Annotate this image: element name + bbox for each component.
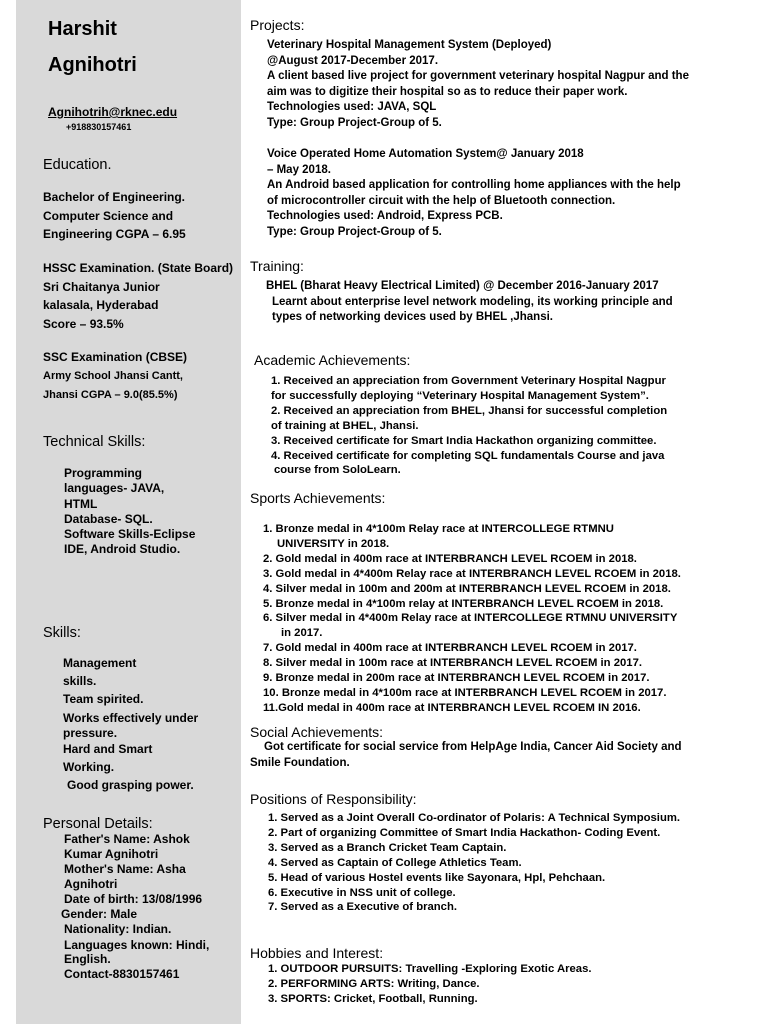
positions-heading: Positions of Responsibility: — [250, 791, 417, 807]
education-heading: Education. — [43, 157, 112, 173]
phone-number: +918830157461 — [66, 122, 132, 132]
sports-list: 1. Bronze medal in 4*100m Relay race at INTERCOLLEGE RTMNU UNIVERSITY in 2018. 2. Gold medal in 400m race at INTERBRANCH LEVEL RCOEM in 2018. 3. Gold medal in 4*400m Relay race at INTERBRANCH LEVEL RCOEM in 2018. 4. Silver medal in 100m and 200m at INTERBRANCH LEVEL RCOEM in 2018. 5. Bronze medal in 4*100m relay at INTERBRANCH LEVEL RCOEM in 2018. 6. Silver medal in 4*400m Relay race at INTERCOLLEGE RTMNU UNIVERSITY in 2017. 7. Gold medal in 400m race at INTERBRANCH LEVEL RCOEM in 2017. 8. Silver medal in 100m race at INTERBRANCH LEVEL RCOEM in 2017. 9. Bronze medal in 200m race at INTERBRANCH LEVEL RCOEM in 2017. 10. Bronze medal in 4*100m race at INTERBRANCH LEVEL RCOEM in 2017. 11.Gold medal in 400m race at INTERBRANCH LEVEL RCOEM IN 2016. — [263, 523, 681, 714]
project-1: Veterinary Hospital Management System (Deployed) @August 2017-December 2017. A client based live project for government veterinary hospital Nagpur and the aim was to digitize their hospital so as to reduce their paper work. Technologies used: JAVA, SQL Type: Group Project-Group of 5. — [267, 39, 689, 129]
personal-heading: Personal Details: — [43, 816, 153, 832]
education-be: Bachelor of Engineering. Computer Science and Engineering CGPA – 6.95 — [43, 190, 186, 241]
hobbies-list: 1. OUTDOOR PURSUITS: Travelling -Exploring Exotic Areas. 2. PERFORMING ARTS: Writing, Dance. 3. SPORTS: Cricket, Football, Running. — [268, 963, 592, 1005]
academic-list: 1. Received an appreciation from Government Veterinary Hospital Nagpur for successfully deploying “Veterinary Hospital Management System”. 2. Received an appreciation from BHEL, Jhansi for successful completion of training at BHEL, Jhansi. 3. Received certificate for Smart India Hackathon organizing committee. 4. Received certificate for completing SQL fundamentals Course and java course from SoloLearn. — [271, 375, 668, 477]
education-hssc: HSSC Examination. (State Board) Sri Chaitanya Junior kalasala, Hyderabad Score – 93.5% — [43, 261, 234, 331]
name-first: Harshit — [48, 18, 117, 40]
email-link[interactable]: Agnihotrih@rknec.edu — [48, 105, 178, 119]
sports-heading: Sports Achievements: — [250, 490, 386, 506]
name-last: Agnihotri — [48, 54, 137, 76]
project-2: Voice Operated Home Automation System@ January 2018 – May 2018. An Android based application for controlling home appliances with the help of microcontroller circuit with the help of Bluetooth connection. Technologies used: Android, Express PCB. Type: Group Project-Group of 5. — [267, 148, 681, 238]
hobbies-heading: Hobbies and Interest: — [250, 945, 384, 961]
social-heading: Social Achievements: — [250, 724, 384, 740]
projects-heading: Projects: — [250, 17, 305, 33]
positions-list: 1. Served as a Joint Overall Co-ordinator of Polaris: A Technical Symposium. 2. Part of organizing Committee of Smart India Hackathon- Coding Event. 3. Served as a Branch Cricket Team Captain. 4. Served as Captain of College Athletics Team. 5. Head of various Hostel events like Sayonara, Hpl, Pehchaan. 6. Executive in NSS unit of college. 7. Served as a Executive of branch. — [268, 812, 681, 914]
social-text: Got certificate for social service from HelpAge India, Cancer Aid Society and Smile Foundation. — [250, 741, 682, 769]
technical-skills-heading: Technical Skills: — [43, 434, 146, 450]
academic-heading: Academic Achievements: — [254, 352, 411, 368]
education-ssc-title: SSC Examination (CBSE) — [43, 350, 188, 364]
technical-skills-list: Programming languages- JAVA, HTML Database- SQL. Software Skills-Eclipse IDE, Android Studio. — [64, 466, 196, 557]
skills-heading: Skills: — [43, 625, 81, 641]
training-heading: Training: — [250, 258, 304, 274]
skills-list: Management skills. Team spirited. Works effectively under pressure. Hard and Smart Working. Good grasping power. — [63, 656, 199, 792]
training-text: BHEL (Bharat Heavy Electrical Limited) @ December 2016-January 2017 Learnt about enterprise level network modeling, its working principle and types of networking devices used by BHEL ,Jhansi. — [266, 280, 673, 324]
personal-details-list: Father's Name: Ashok Kumar Agnihotri Mother's Name: Asha Agnihotri Date of birth: 13/08/1996 Gender: Male Nationality: Indian. Languages known: Hindi, English. Contact-8830157461 — [61, 832, 210, 981]
education-ssc: Army School Jhansi Cantt, Jhansi CGPA – 9.0(85.5%) — [43, 370, 183, 401]
